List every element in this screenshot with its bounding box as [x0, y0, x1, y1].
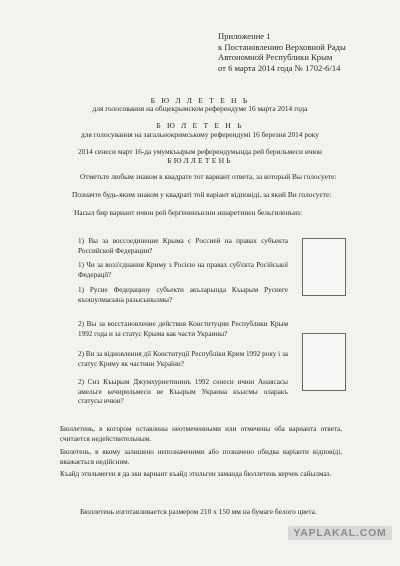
option-1-ct: 1) Русие Федерацноу субъекти акъларында Къырым Русиеге къошулмасына разысынызмы? [78, 286, 288, 304]
watermark: YAPLAKAL.COM [288, 526, 392, 540]
option-1-ru: 1) Вы за воссоединение Крыма с Россией на правах субъекта Российской Федерации? [78, 237, 288, 255]
option-2-ru: 2) Вы за восстановление действия Конституции Республики Крым 1992 года и за статус Крыма как части Украины? [78, 320, 288, 338]
annex-line-2: к Постановлению Верховной Рады [218, 41, 346, 52]
option-1-checkbox[interactable] [302, 238, 346, 296]
instruction-ru: Отметьте любым знаком в квадрате тот вариант ответа, за который Вы голосуете: [80, 172, 337, 181]
option-2-checkbox[interactable] [302, 333, 346, 391]
note-invalid-ru: Бюллетень, в котором оставлены неотмеченными или отмечены оба варианта ответа, считается недействительным. [60, 425, 342, 443]
subtitle-ct: 2014 сенеси март 16-да умумкъырым референдумында рей берильмеси ичюн [78, 147, 322, 156]
option-2-ua: 2) Ви за відновлення дії Конституції Республіки Крим 1992 року і за статус Криму як частини України? [78, 350, 288, 368]
title-ru: Б Ю Л Л Е Т Е Н Ь [150, 96, 250, 105]
note-size: Бюллетень изготавливается размером 210 х 150 мм на бумаге белого цвета. [80, 507, 317, 516]
subtitle-ru: для голосования на общекрымском референдуме 16 марта 2014 года [92, 104, 308, 113]
annex-line-3: Автономной Республики Крым [218, 52, 333, 63]
option-2-ct: 2) Сиз Къырым Джумхуриетининъ 1992 сенеси ичюн Анаясасы амельге кечирильмеси ве Къырым Украина къысмы оларакъ статусы ичюн? [78, 378, 288, 405]
subtitle-ua: для голосування на загальнокримському референдумі 16 березня 2014 року [81, 130, 319, 139]
annex-line-4: от 6 марта 2014 года № 1702-6/14 [218, 62, 341, 73]
note-invalid-ct: Къайд этильмеген я да эки вариант къайд этильген заманда бюллетень керчек сайылмаз. [60, 470, 332, 478]
option-1-ua: 1) Чи за возз'єднання Криму з Росією на правах суб'єкта Російської Федерації? [78, 261, 288, 279]
annex-line-1: Приложение 1 [218, 31, 271, 41]
annex-block [218, 31, 346, 73]
title-ua: Б Ю Л Е Т Е Н Ь [156, 121, 244, 130]
note-invalid-ua: Бюлетень, в якому залишено непозначеними або позначено обидва варіанти відповіді, вважається недійсним. [60, 448, 342, 466]
instruction-ua: Позначте будь-яким знаком у квадраті той варіант відповіді, за який Ви голосуєте: [72, 190, 332, 199]
title-ct: БЮЛЛЕТЕНЬ [167, 156, 233, 165]
instruction-ct: Насыл бир вариант ичюн рей бергенинъизни ишаретинен бельгиленъиз: [74, 208, 303, 217]
